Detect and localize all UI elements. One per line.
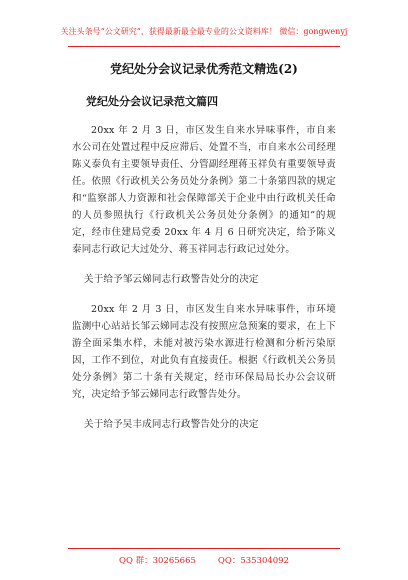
decision-subheading-1: 关于给予邹云娣同志行政警告处分的决定 bbox=[84, 274, 259, 285]
body-paragraph-2: 20xx 年 2 月 3 日，市区发生自来水异味事件，市环境监测中心站站长邹云娣同志没有按照应急预案的要求，在上下游全面采集水样，未能对被污染水源进行检测和分析污染原因，工作不到位，对此负有直接责任。根据《行政机关公务员处分条例》第二十条有关规定，经市环保局局长办公会议研究，决定给予邹云娣同志行政警告处分。 bbox=[72, 304, 336, 400]
header-banner-text: 关注头条号“公文研究”，获得最新最全最专业的公文资料库！ 微信：gongwenyj bbox=[60, 27, 348, 36]
document-body bbox=[72, 122, 336, 446]
body-paragraph-1: 20xx 年 2 月 3 日，市区发生自来水异味事件，市自来水公司在处置过程中反应滞后、处置不当，市自来水公司经理陈义泰负有主要领导责任、分管副经理蒋玉祥负有重要领导责任。依照《行政机关公务员处分条例》第二十条第四款的规定和“监察部人力资源和社会保障部关于企业中由行政机关任命的人员参照执行《行政机关公务员处分条例》的通知”的规定，经市住建局党委 20xx 年 4 月 6 日研究决定，给予陈义泰同志行政记大过处分、蒋玉祥同志行政记过处分。 bbox=[72, 125, 336, 255]
footer-contact bbox=[0, 554, 408, 566]
decision-subheading-2: 关于给予吴丰成同志行政警告处分的决定 bbox=[84, 419, 259, 430]
header-divider bbox=[68, 46, 340, 47]
document-title: 党纪处分会议记录优秀范文精选(2) bbox=[110, 62, 298, 76]
footer-divider bbox=[68, 548, 340, 549]
footer bbox=[0, 548, 408, 572]
footer-qq-group: QQ 群：30265665 bbox=[118, 556, 196, 566]
header-banner bbox=[0, 10, 408, 46]
footer-qq: QQ：535304092 bbox=[217, 556, 289, 566]
section-heading: 党纪处分会议记录范文篇四 bbox=[86, 95, 218, 108]
